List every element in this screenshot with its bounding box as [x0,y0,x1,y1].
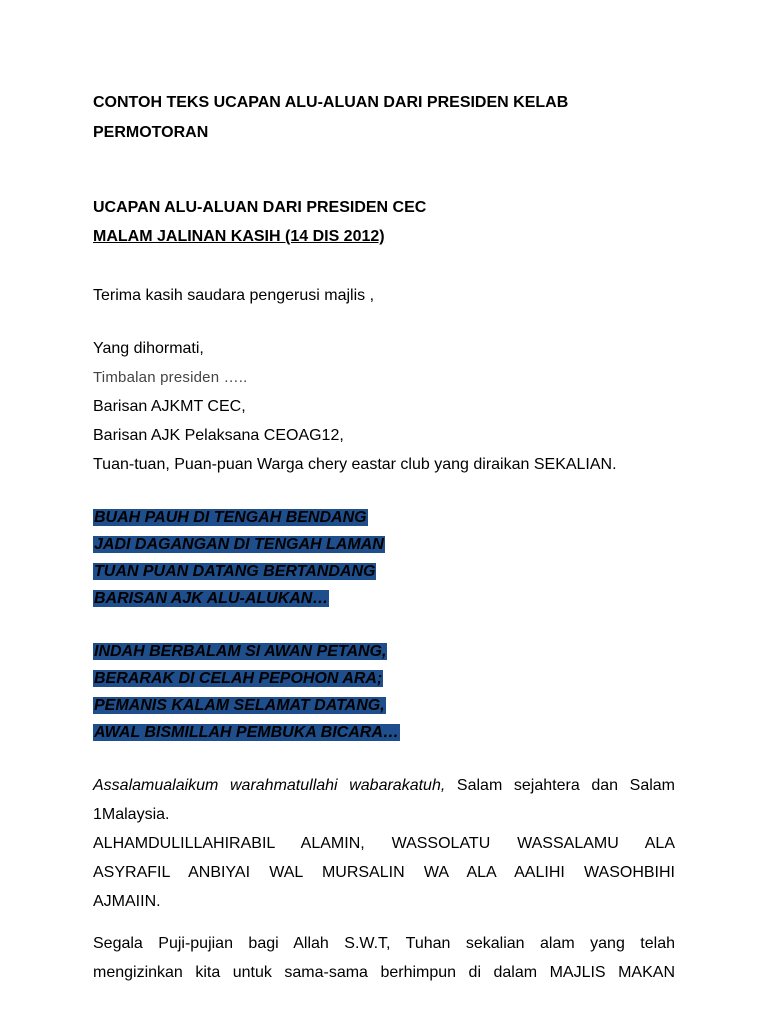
pantun-1-line [93,508,368,528]
pantun-1-line [93,535,385,555]
pantun-2-line [93,669,383,689]
paragraph-line-1: Segala Puji-pujian bagi Allah S.W.T, Tuhan sekalian alam yang telah [93,935,675,952]
honoured-item: Timbalan presiden ….. [93,369,248,386]
document-title-line-2: PERMOTORAN [93,124,209,141]
pantun-2-line [93,696,386,716]
highlighted-text: BARISAN AJK ALU-ALUKAN… [94,590,329,607]
highlighted-text: TUAN PUAN DATANG BERTANDANG [94,563,376,580]
paragraph-line-2: mengizinkan kita untuk sama-sama berhimpun di dalam MAJLIS MAKAN [93,964,675,981]
doa-line-2: ASYRAFIL ANBIYAI WAL MURSALIN WA ALA AALIHI WASOHBIHI [93,864,675,881]
honoured-title: Yang dihormati, [93,340,204,357]
salam-italic: Assalamualaikum warahmatullahi wabarakatuh, [93,777,446,794]
pantun-1-line [93,589,329,609]
highlighted-text: AWAL BISMILLAH PEMBUKA BICARA… [94,724,399,741]
honoured-item: Barisan AJKMT CEC, [93,398,246,415]
highlighted-text: PEMANIS KALAM SELAMAT DATANG, [94,697,385,714]
pantun-1-line [93,562,376,582]
document-title-line-1: CONTOH TEKS UCAPAN ALU-ALUAN DARI PRESIDEN KELAB [93,94,569,111]
doa-line-3: AJMAIIN. [93,893,161,910]
salam-rest: Salam sejahtera dan Salam [456,777,675,794]
pantun-2-line [93,642,387,662]
highlighted-text: JADI DAGANGAN DI TENGAH LAMAN [94,536,384,553]
salam-line-2: 1Malaysia. [93,806,170,823]
event-title: MALAM JALINAN KASIH (14 DIS 2012) [93,228,385,245]
greeting-text: Terima kasih saudara pengerusi majlis , [93,287,375,304]
doa-line-1: ALHAMDULILLAHIRABIL ALAMIN, WASSOLATU WASSALAMU ALA [93,835,675,852]
honoured-item: Tuan-tuan, Puan-puan Warga chery eastar club yang diraikan SEKALIAN. [93,456,617,473]
salam-line-1 [93,776,675,796]
pantun-2-line [93,723,400,743]
honoured-item: Barisan AJK Pelaksana CEOAG12, [93,427,344,444]
highlighted-text: BERARAK DI CELAH PEPOHON ARA; [94,670,383,687]
highlighted-text: INDAH BERBALAM SI AWAN PETANG, [94,643,387,660]
speech-title: UCAPAN ALU-ALUAN DARI PRESIDEN CEC [93,199,427,216]
highlighted-text: BUAH PAUH DI TENGAH BENDANG [94,509,367,526]
